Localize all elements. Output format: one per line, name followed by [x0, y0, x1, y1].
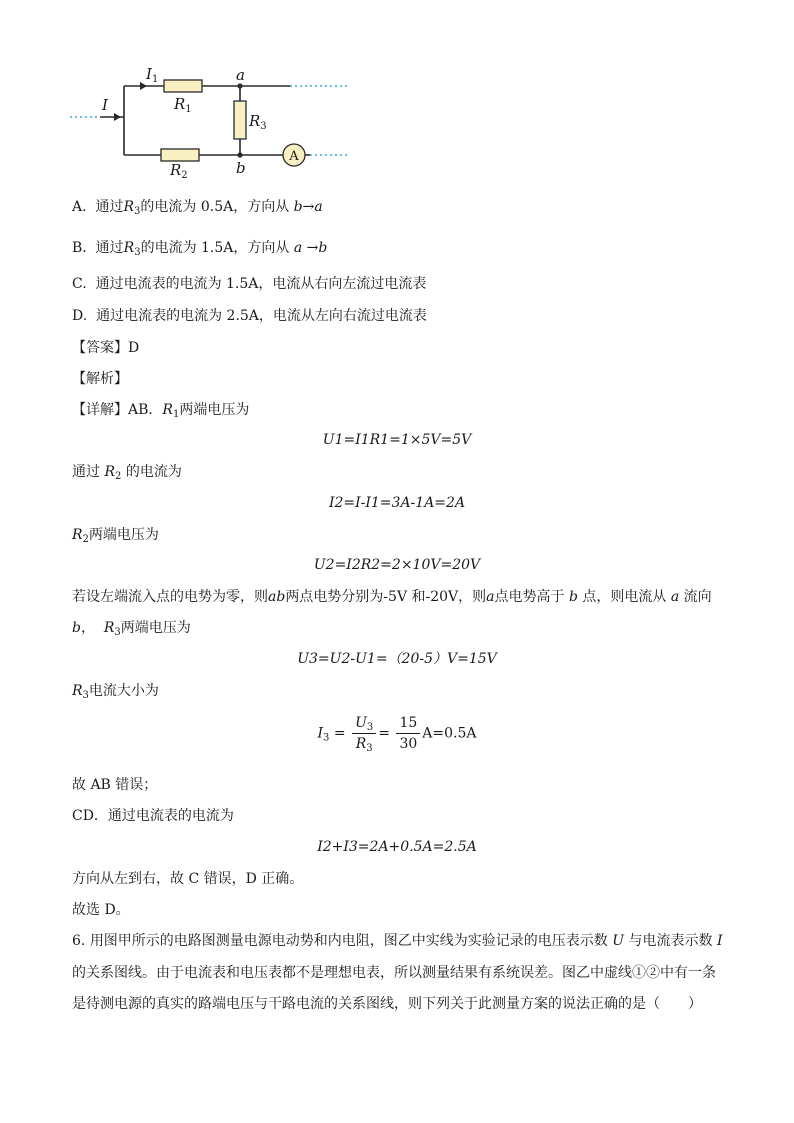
potential-line-2: b， $R_3$两端电压为 — [72, 620, 191, 638]
label-r2: R — [170, 161, 182, 179]
resistor-r2 — [161, 149, 199, 161]
node-a-dot — [237, 83, 242, 88]
option-a: A. 通过$R_3$的电流为 0.5A，方向从 b→a — [72, 199, 323, 217]
equation-3: U2=I2R2=2×10V=20V — [313, 557, 481, 573]
label-i: I — [102, 96, 108, 114]
equation-2: I2=I-I1=3A-1A=2A — [328, 495, 466, 511]
equation-6: I2+I3=2A+0.5A=2.5A — [317, 839, 477, 855]
r2-voltage-line: $R_2$两端电压为 — [72, 527, 159, 545]
label-i1-sub: 1 — [151, 74, 159, 85]
answer-line: 【答案】D — [72, 340, 140, 356]
fraction-u3-r3: $\frac{U_3}{R_3}$ — [352, 713, 376, 754]
resistor-r1 — [164, 80, 202, 92]
label-node-a: a — [236, 66, 245, 84]
ab-wrong: 故 AB 错误； — [72, 777, 158, 793]
svg-text:R1 — [173, 95, 192, 115]
label-i1: I — [146, 65, 152, 83]
question6-line3: 是待测电源的真实的路端电压与干路电流的关系图线，则下列关于此测量方案的说法正确的是（ ） — [72, 996, 702, 1012]
arrow-i-icon — [114, 113, 121, 121]
choose-line: 故选 D。 — [72, 902, 130, 918]
svg-text:I — [101, 96, 109, 114]
resistor-r3 — [234, 101, 246, 139]
svg-text:R3 — [248, 112, 267, 132]
detail-r1-line: 【详解】AB．$R_1$两端电压为 — [72, 402, 250, 420]
option-d: D. 通过电流表的电流为 2.5A，电流从左向右流过电流表 — [72, 308, 427, 324]
node-b-dot — [237, 152, 242, 157]
r3-current-line: $R_3$电流大小为 — [72, 683, 159, 701]
option-b: B. 通过$R_3$的电流为 1.5A，方向从 a →b — [72, 240, 328, 258]
question6-line1: 6. 用图甲所示的电路图测量电源电动势和内电阻，图乙中实线为实验记录的电压表示数 U 与电流表示数 I — [72, 933, 723, 949]
equation-1: U1=I1R1=1×5V=5V — [322, 432, 472, 448]
question6-line2: 的关系图线。由于电流表和电压表都不是理想电表，所以测量结果有系统误差。图乙中虚线①②中有一条 — [72, 965, 716, 981]
svg-text:R2 — [169, 161, 188, 181]
cd-line: CD．通过电流表的电流为 — [72, 808, 234, 824]
label-r2-sub: 2 — [181, 170, 188, 181]
direction-line: 方向从左到右，故 C 错误，D 正确。 — [72, 871, 304, 887]
svg-text:I1 — [145, 65, 158, 85]
arrow-i1-icon — [140, 82, 147, 90]
equation-5: $I_3$ = $\frac{U_3}{R_3}$ = $\frac{15}{30}$ A=0.5A — [317, 715, 477, 754]
label-r1-sub: 1 — [185, 104, 192, 115]
fraction-15-30: $\frac{15}{30}$ — [396, 713, 420, 754]
label-r3-sub: 3 — [260, 121, 267, 132]
potential-line: 若设左端流入点的电势为零，则ab两点电势分别为-5V 和-20V，则a点电势高于 b 点，则电流从 a 流向 — [72, 589, 712, 605]
through-r2-line: 通过 $R_2$ 的电流为 — [72, 464, 182, 482]
label-r1: R — [174, 95, 186, 113]
equation-4: U3=U2-U1=（20-5）V=15V — [297, 651, 497, 667]
circuit-diagram — [60, 60, 360, 185]
option-c: C. 通过电流表的电流为 1.5A，电流从右向左流过电流表 — [72, 276, 427, 292]
analysis-tag: 【解析】 — [72, 371, 128, 387]
label-node-b: b — [236, 159, 246, 177]
label-r3: R — [249, 112, 261, 130]
ammeter-label: A — [289, 149, 299, 164]
